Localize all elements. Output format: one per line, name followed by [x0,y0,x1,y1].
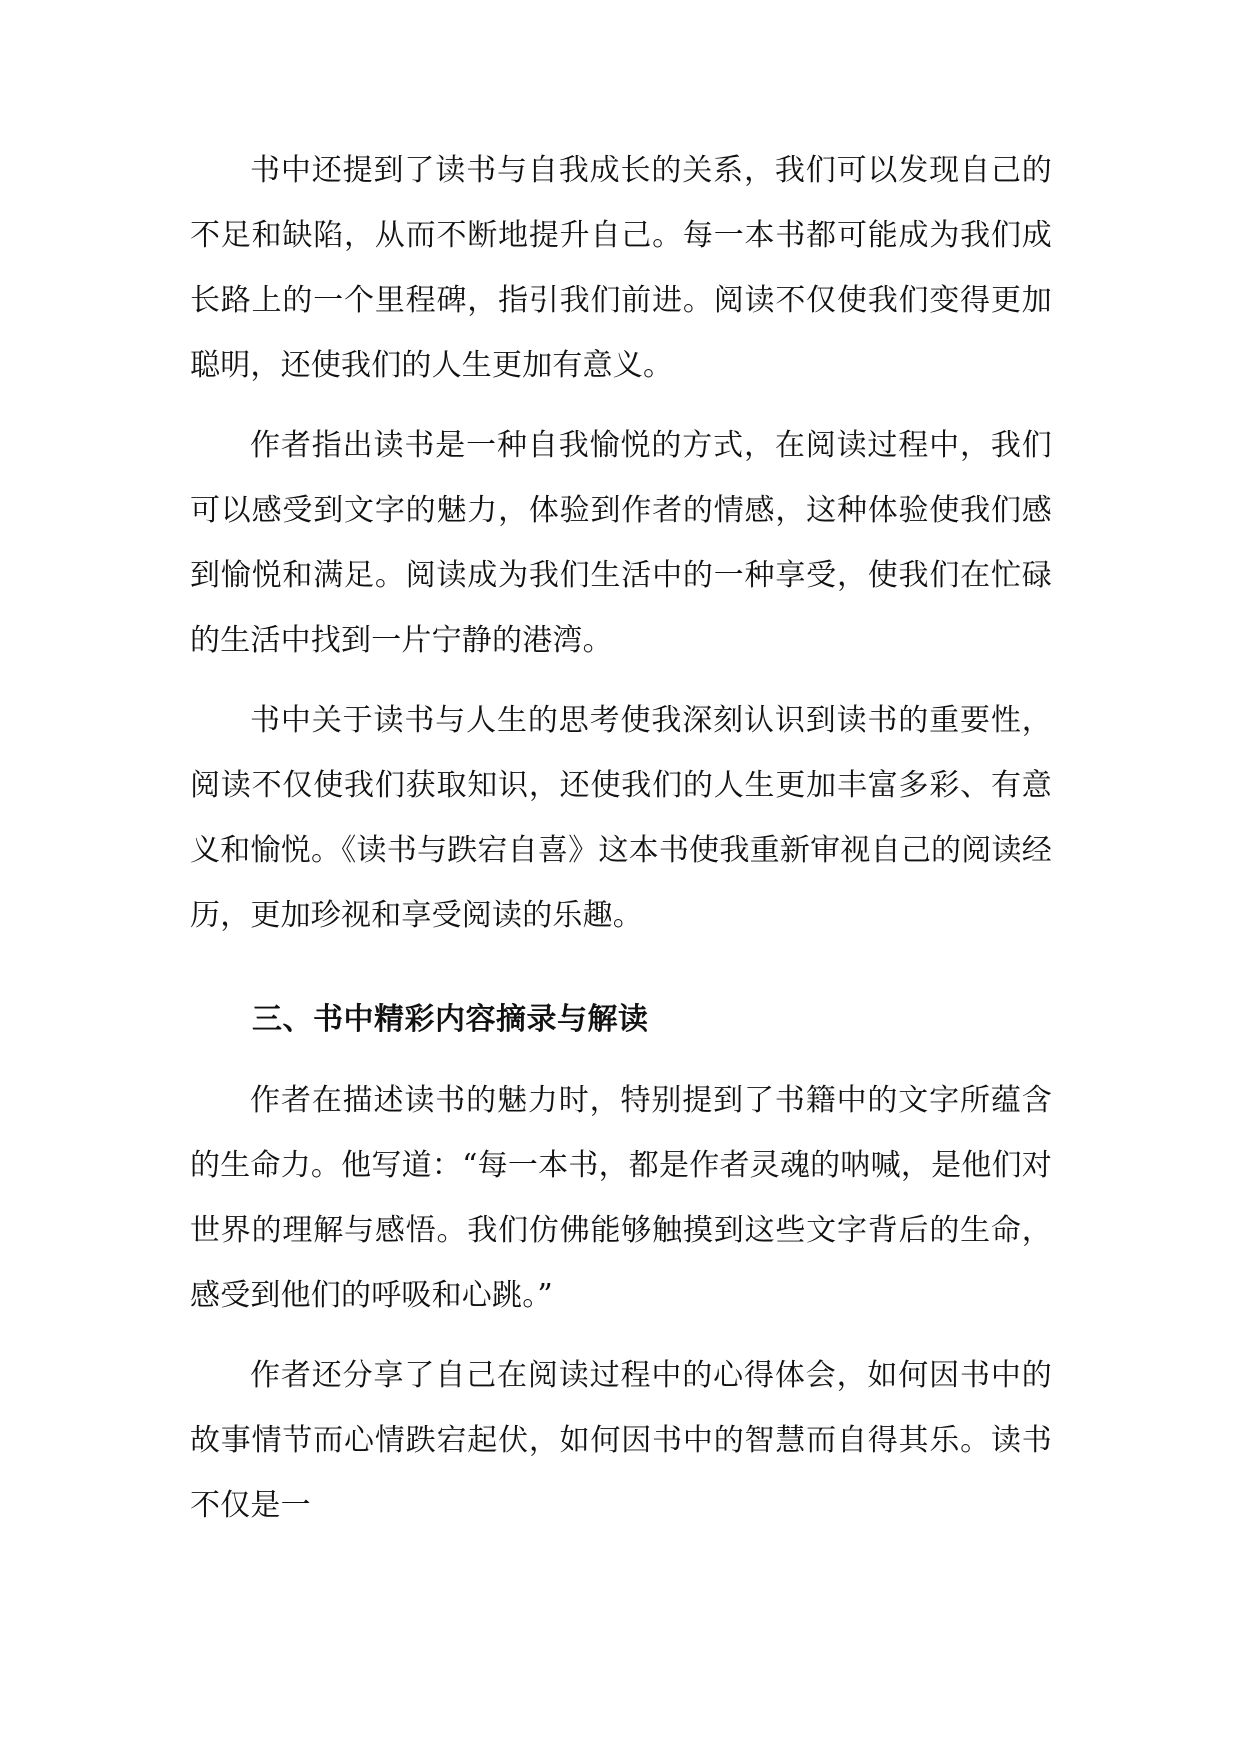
section-spacer [190,948,1052,990]
paragraph-self-growth: 书中还提到了读书与自我成长的关系，我们可以发现自己的不足和缺陷，从而不断地提升自己。每一本书都可能成为我们成长路上的一个里程碑，指引我们前进。阅读不仅使我们变得更加聪明，还使我们的人生更加有意义。 [190,153,1052,383]
paragraph-reading-and-life: 书中关于读书与人生的思考使我深刻认识到读书的重要性，阅读不仅使我们获取知识，还使我们的人生更加丰富多彩、有意义和愉悦。《读书与跌宕自喜》这本书使我重新审视自己的阅读经历，更加珍视和享受阅读的乐趣。 [190,703,1052,933]
document-body [190,138,1052,1538]
paragraph-self-pleasure: 作者指出读书是一种自我愉悦的方式，在阅读过程中，我们可以感受到文字的魅力，体验到作者的情感，这种体验使我们感到愉悦和满足。阅读成为我们生活中的一种享受，使我们在忙碌的生活中找到一片宁静的港湾。 [190,428,1052,658]
paragraph-reading-experience: 作者还分享了自己在阅读过程中的心得体会，如何因书中的故事情节而心情跌宕起伏，如何因书中的智慧而自得其乐。读书不仅是一 [190,1358,1052,1523]
paragraph-spacer [190,1328,1052,1343]
section-heading: 三、书中精彩内容摘录与解读 [252,1002,649,1037]
heading-spacer [190,1050,1052,1068]
paragraph-spacer [190,673,1052,688]
paragraph-excerpt-quote: 作者在描述读书的魅力时，特别提到了书籍中的文字所蕴含的生命力。他写道：“每一本书，都是作者灵魂的呐喊，是他们对世界的理解与感悟。我们仿佛能够触摸到这些文字背后的生命，感受到他们的呼吸和心跳。” [190,1083,1052,1313]
paragraph-spacer [190,398,1052,413]
